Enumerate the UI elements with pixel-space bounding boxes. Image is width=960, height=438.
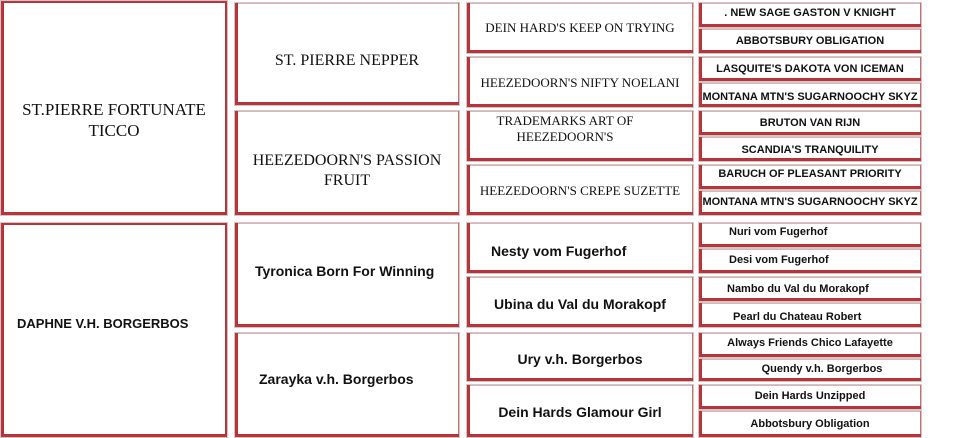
gen3-name-3: TRADEMARKS ART OF HEEZEDOORN'S [496,113,634,145]
pedigree-gen4-box-6 [698,136,922,162]
pedigree-gen4-box-16 [698,410,922,438]
gen3-name-7: Ury v.h. Borgerbos [517,351,643,367]
gen1-sire-name: ST.PIERRE FORTUNATE TICCO [22,100,206,141]
pedigree-gen1-sire-box [0,0,228,216]
pedigree-gen3-box-1 [466,2,694,54]
pedigree-gen3-box-4 [466,164,694,216]
gen2-name-4: Zarayka v.h. Borgerbos [259,371,414,387]
pedigree-gen4-box-14 [698,358,922,382]
gen4-name-4: MONTANA MTN'S SUGARNOOCHY SKYZ [702,91,918,103]
gen4-name-15: Dein Hards Unzipped [754,390,866,402]
pedigree-gen2-box-1 [234,2,460,106]
gen4-name-8: MONTANA MTN'S SUGARNOOCHY SKYZ [702,196,918,208]
gen4-name-3: LASQUITE'S DAKOTA VON ICEMAN [716,63,904,75]
gen4-name-9: Nuri vom Fugerhof [729,226,828,238]
pedigree-gen2-box-4 [234,332,460,438]
pedigree-gen1-dam-box [0,222,228,438]
gen4-name-10: Desi vom Fugerhof [729,254,829,266]
gen2-name-3: Tyronica Born For Winning [255,263,435,279]
gen4-name-5: BRUTON VAN RIJN [759,117,861,129]
gen2-name-1: ST. PIERRE NEPPER [274,52,420,69]
gen3-name-4: HEEZEDOORN'S CREPE SUZETTE [479,183,681,198]
gen3-name-2: HEEZEDOORN'S NIFTY NOELANI [480,75,680,90]
gen4-name-1: . NEW SAGE GASTON V KNIGHT [724,7,896,19]
gen3-name-8: Dein Hards Glamour Girl [498,404,662,420]
pedigree-gen4-box-5 [698,110,922,136]
gen3-name-5: Nesty vom Fugerhof [491,243,627,259]
pedigree-gen4-box-11 [698,276,922,302]
pedigree-gen3-box-6 [466,276,694,328]
gen4-name-13: Always Friends Chico Lafayette [727,337,893,349]
pedigree-gen2-box-2 [234,110,460,216]
gen4-name-12: Pearl du Chateau Robert [733,311,862,323]
gen4-name-16: Abbotsbury Obligation [750,418,870,430]
pedigree-gen2-box-3 [234,222,460,328]
pedigree-gen4-box-2 [698,28,922,54]
pedigree-gen4-box-7 [698,164,922,190]
pedigree-gen4-box-15 [698,384,922,410]
gen1-dam-name: DAPHNE V.H. BORGERBOS [17,316,189,331]
pedigree-gen4-box-12 [698,302,922,328]
pedigree-gen3-box-8 [466,384,694,438]
gen4-name-7: BARUCH OF PLEASANT PRIORITY [718,168,902,180]
gen4-name-14: Quendy v.h. Borgerbos [761,363,883,375]
gen4-name-11: Nambo du Val du Morakopf [727,283,869,295]
pedigree-gen3-box-2 [466,56,694,108]
pedigree-gen3-box-3 [466,110,694,162]
gen2-name-2: HEEZEDOORN'S PASSION FRUIT [252,152,442,189]
gen4-name-6: SCANDIA'S TRANQUILITY [741,144,879,156]
pedigree-gen4-box-13 [698,332,922,358]
pedigree-gen3-box-5 [466,222,694,274]
pedigree-gen4-box-10 [698,248,922,274]
pedigree-gen3-box-7 [466,332,694,382]
gen3-name-6: Ubina du Val du Morakopf [494,296,666,312]
pedigree-gen4-box-3 [698,56,922,82]
pedigree-gen4-box-1 [698,2,922,28]
pedigree-gen4-box-9 [698,222,922,248]
gen4-name-2: ABBOTSBURY OBLIGATION [735,35,885,47]
gen3-name-1: DEIN HARD'S KEEP ON TRYING [485,20,675,35]
pedigree-gen4-box-8 [698,190,922,216]
pedigree-gen4-box-4 [698,82,922,108]
